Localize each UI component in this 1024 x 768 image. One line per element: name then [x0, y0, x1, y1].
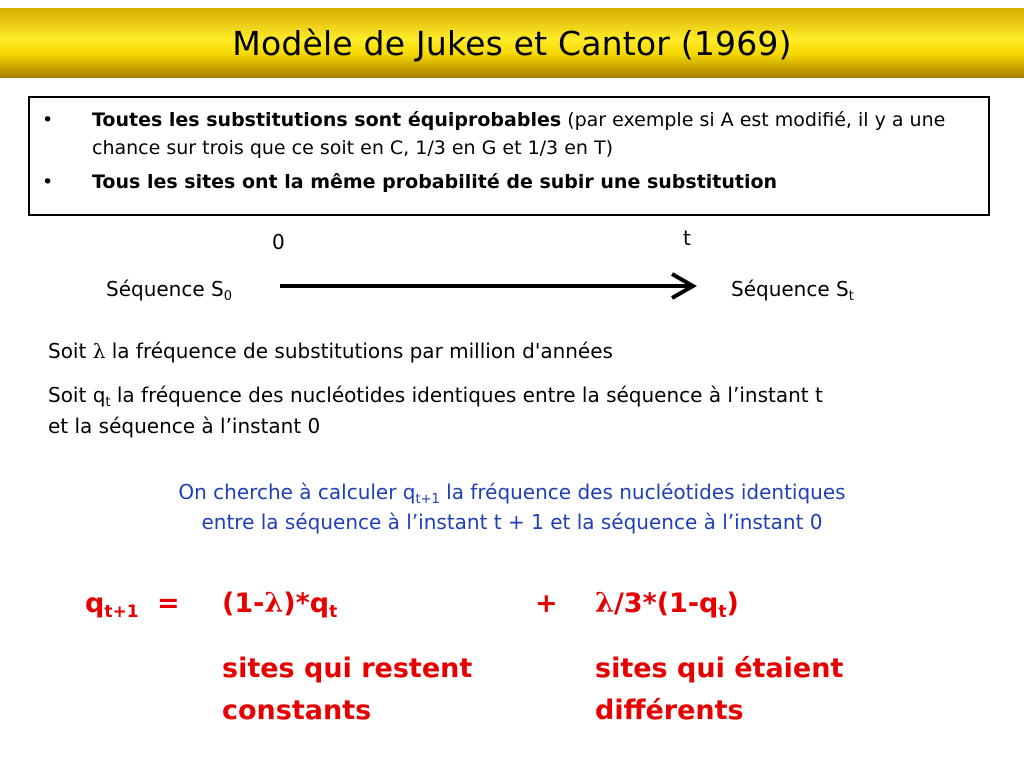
time-t-label: t [683, 226, 691, 250]
equation-term-different: $\lambda/3*(1-q_t)$ [595, 588, 739, 622]
lambda-definition: Soit λ la fréquence de substitutions par million d'années [48, 339, 613, 363]
goal-line-1: On cherche à calculer $q_{t+1}$ la fréquence des nucléotides identiques [178, 480, 846, 507]
title-bar [0, 8, 1024, 78]
bullet-bold-text: Toutes les substitutions sont équiprobables [92, 109, 562, 131]
equation-lhs: $q_{t+1}$ [85, 588, 139, 622]
label-different-sites: sites qui étaient différents [595, 653, 844, 726]
bullet-item [42, 106, 978, 162]
lambda-symbol: λ [92, 339, 106, 363]
qt-definition-continued: et la séquence à l’instant 0 [48, 414, 321, 438]
assumptions-box [28, 96, 990, 216]
bullet-text [92, 106, 978, 162]
bullet-marker: • [42, 109, 54, 131]
bullet-marker: • [42, 171, 54, 193]
time-zero-label: 0 [272, 230, 285, 254]
goal-line-2: entre la séquence à l’instant t + 1 et la séquence à l’instant 0 [201, 510, 823, 534]
slide-title: Modèle de Jukes et Cantor (1969) [232, 23, 792, 63]
bullet-regular-text: (par exemple si A est modifié, il y a une chance sur trois que ce soit en C, 1/3 en G et 1/3 en T) [92, 109, 946, 159]
equation-equals: = [157, 588, 180, 619]
arrow-right-icon [280, 272, 700, 300]
equation-plus: + [535, 588, 558, 619]
label-constant-sites: sites qui restent constants [222, 653, 473, 726]
sequence-st-label: Séquence $S_t$ [731, 277, 854, 304]
bullet-item [42, 168, 978, 196]
bullet-bold-text: Tous les sites ont la même probabilité de subir une substitution [92, 171, 778, 193]
equation-term-constant: $(1-\lambda)*q_t$ [222, 588, 338, 622]
qt-definition: Soit $q_t$ la fréquence des nucléotides identiques entre la séquence à l’instant t [48, 383, 823, 410]
sequence-s0-label: Séquence $S_0$ [106, 277, 232, 304]
